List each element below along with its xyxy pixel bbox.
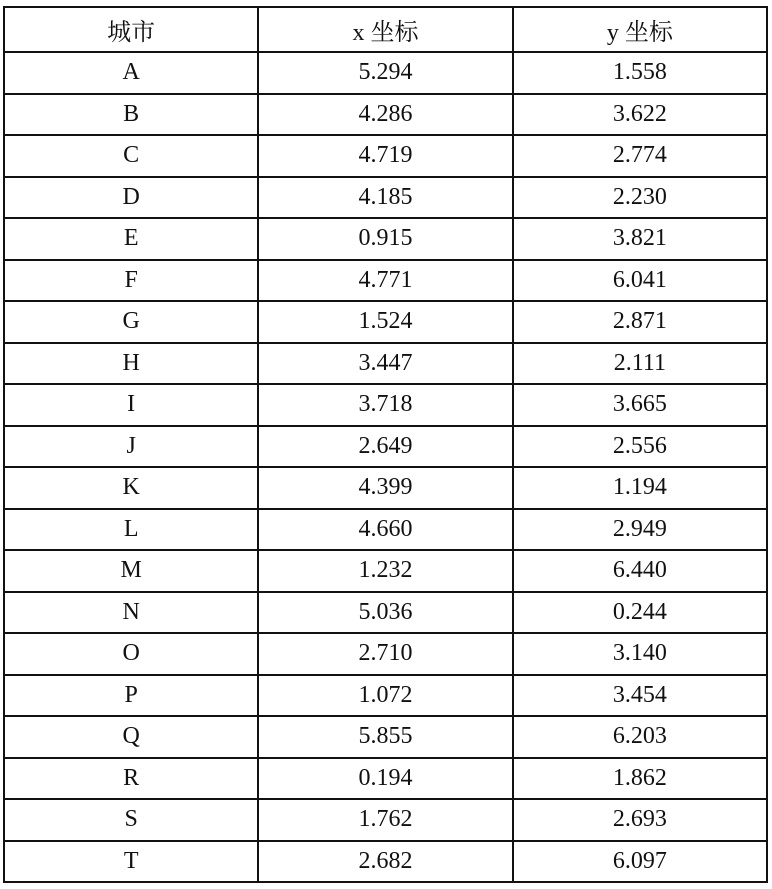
cell-y: 3.622 [513, 94, 767, 136]
cell-y: 1.862 [513, 758, 767, 800]
cell-city: B [4, 94, 258, 136]
cell-city: L [4, 509, 258, 551]
table-row [4, 384, 767, 426]
table-row [4, 218, 767, 260]
cell-city: A [4, 52, 258, 94]
cell-x: 4.719 [258, 135, 512, 177]
table-row [4, 52, 767, 94]
cell-city: H [4, 343, 258, 385]
cell-y: 3.821 [513, 218, 767, 260]
cell-x: 2.682 [258, 841, 512, 883]
cell-x: 1.072 [258, 675, 512, 717]
cell-x: 5.855 [258, 716, 512, 758]
table-row [4, 716, 767, 758]
cell-city: E [4, 218, 258, 260]
cell-city: T [4, 841, 258, 883]
cell-y: 2.693 [513, 799, 767, 841]
cell-x: 4.771 [258, 260, 512, 302]
cell-y: 2.556 [513, 426, 767, 468]
cell-city: N [4, 592, 258, 634]
table-row [4, 758, 767, 800]
cell-x: 0.194 [258, 758, 512, 800]
cell-y: 6.097 [513, 841, 767, 883]
cell-y: 2.230 [513, 177, 767, 219]
table-row [4, 675, 767, 717]
table-row [4, 799, 767, 841]
table-row [4, 135, 767, 177]
cell-city: D [4, 177, 258, 219]
table-row [4, 177, 767, 219]
cell-y: 3.140 [513, 633, 767, 675]
cell-x: 3.718 [258, 384, 512, 426]
cell-y: 3.665 [513, 384, 767, 426]
cell-y: 3.454 [513, 675, 767, 717]
table-row [4, 592, 767, 634]
cell-y: 6.440 [513, 550, 767, 592]
cell-city: P [4, 675, 258, 717]
cell-city: J [4, 426, 258, 468]
table-row [4, 343, 767, 385]
table-row [4, 94, 767, 136]
cell-y: 6.203 [513, 716, 767, 758]
header-x: x 坐标 [258, 7, 512, 52]
cell-x: 4.185 [258, 177, 512, 219]
cell-x: 2.649 [258, 426, 512, 468]
cell-city: S [4, 799, 258, 841]
table-row [4, 509, 767, 551]
cell-y: 0.244 [513, 592, 767, 634]
cell-city: K [4, 467, 258, 509]
cell-city: F [4, 260, 258, 302]
cell-y: 2.871 [513, 301, 767, 343]
table-row [4, 841, 767, 883]
table-row [4, 426, 767, 468]
cell-y: 6.041 [513, 260, 767, 302]
table-row [4, 633, 767, 675]
cell-y: 1.194 [513, 467, 767, 509]
cell-x: 5.294 [258, 52, 512, 94]
city-coordinates-table [3, 6, 768, 883]
cell-x: 3.447 [258, 343, 512, 385]
header-y: y 坐标 [513, 7, 767, 52]
table-row [4, 467, 767, 509]
cell-x: 0.915 [258, 218, 512, 260]
cell-city: G [4, 301, 258, 343]
cell-x: 1.232 [258, 550, 512, 592]
cell-y: 2.111 [513, 343, 767, 385]
cell-y: 2.774 [513, 135, 767, 177]
table-row [4, 301, 767, 343]
cell-x: 5.036 [258, 592, 512, 634]
table-row [4, 260, 767, 302]
header-city: 城市 [4, 7, 258, 52]
cell-city: M [4, 550, 258, 592]
cell-x: 4.286 [258, 94, 512, 136]
cell-y: 2.949 [513, 509, 767, 551]
cell-x: 1.762 [258, 799, 512, 841]
cell-city: I [4, 384, 258, 426]
cell-y: 1.558 [513, 52, 767, 94]
cell-x: 2.710 [258, 633, 512, 675]
cell-x: 1.524 [258, 301, 512, 343]
cell-x: 4.399 [258, 467, 512, 509]
table-header-row [4, 7, 767, 52]
cell-x: 4.660 [258, 509, 512, 551]
table-row [4, 550, 767, 592]
cell-city: O [4, 633, 258, 675]
cell-city: Q [4, 716, 258, 758]
cell-city: C [4, 135, 258, 177]
cell-city: R [4, 758, 258, 800]
